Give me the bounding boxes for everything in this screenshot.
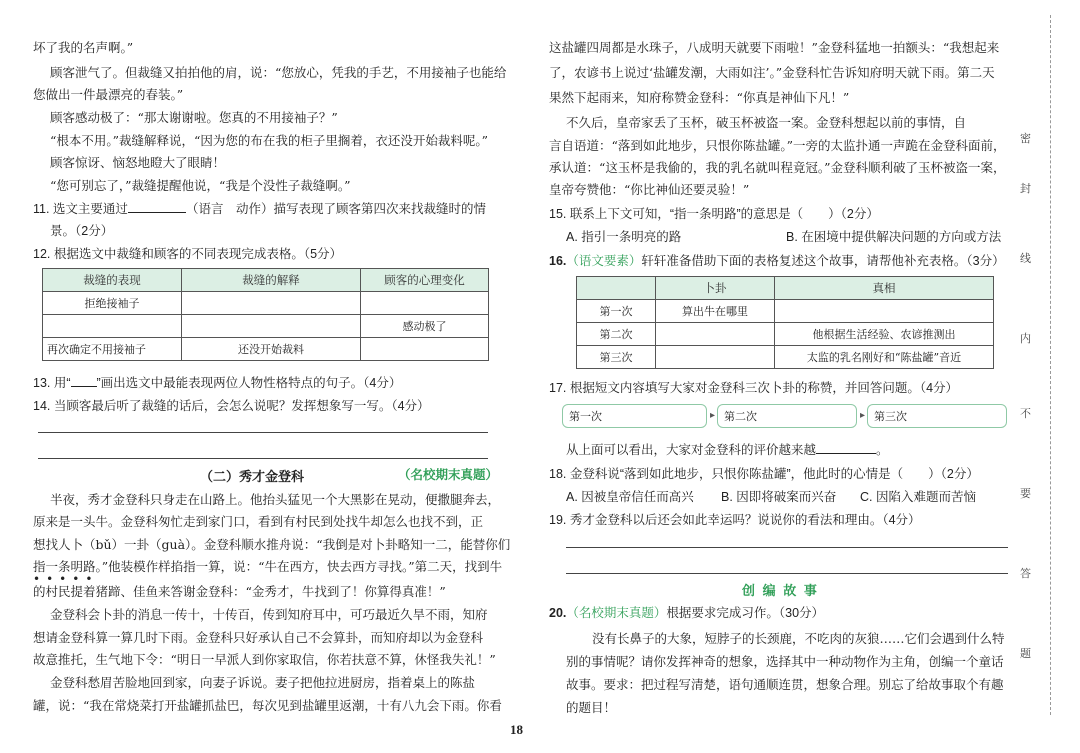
story-line: 原来是一头牛。金登科匆忙走到家门口，看到有村民到处找牛却怎么也找不到，正 [33,514,484,529]
story-line: 言自语道：“落到如此地步，只恨你陈盐罐。”一旁的太监扑通一声跪在金登科面前， [549,138,1006,153]
answer-line[interactable] [38,458,488,459]
question-11 [33,201,486,217]
prompt-line: 别的事情呢？请你发挥神奇的想象，选择其中一种动物作为主角，创编一个童话 [566,654,1004,669]
q17-followup: 从上面可以看出，大家对金登科的评价越来越 。 [566,443,889,457]
story-line: 金登科会卜卦的消息一传十，十传百，传到知府耳中，可巧最近久旱不雨，知府 [50,607,488,622]
seal-line [1050,15,1051,715]
q11-text: 11. 选文主要通过 [33,202,128,216]
story-line: 这盐罐四周都是水珠子，八成明天就要下雨啦！”金登科猛地一拍额头：“我想起来 [549,40,1000,55]
option-c[interactable]: C. 因陷入难题而苦恼 [860,490,976,504]
underline-sample [71,375,97,387]
table-cell[interactable] [656,323,775,346]
table-cell: 第三次 [577,346,656,369]
story-line: 指一条明路。”他装模作样掐指一算，说：“牛在西方，快去西方寻找。”第二天，找到牛 [33,559,503,574]
margin-char: 密 [1020,132,1031,145]
q16-text: 轩轩准备借助下面的表格复述这个故事，请帮他补充表格。（3分） [641,254,1005,268]
table-header: 裁缝的解释 [182,269,361,292]
option-b[interactable]: B. 因即将破案而兴奋 [721,490,837,504]
prompt-line: 没有长鼻子的大象，短脖子的长颈鹿，不吃肉的灰狼……它们会遇到什么特 [592,631,1005,646]
prompt-line: 故事。要求：把过程写清楚，语句通顺连贯，想象合理。别忘了给故事取个有趣 [566,677,1004,692]
story-line: 顾客泄气了。但裁缝又拍拍他的肩，说：“您放心，凭我的手艺，不用接袖子也能给 [50,65,507,80]
question-13 [33,375,401,391]
story-line: 金登科愁眉苦脸地回到家，向妻子诉说。妻子把他拉进厨房，指着桌上的陈盐 [50,675,476,690]
table-cell[interactable] [361,292,489,315]
margin-char: 题 [1020,647,1031,660]
story-line: 想请金登科算一算几时下雨。金登科只好承认自己不会算卦，而知府却以为金登科 [33,630,484,645]
q16-number: 16. [549,254,567,268]
story-line: “根本不用。”裁缝解释说，“因为您的布在我的柜子里搁着，衣还没开始裁料呢。” [50,133,489,148]
section-title: 创 编 故 事 [742,583,819,598]
table-cell: 感动极了 [361,315,489,338]
table-header: 卜卦 [656,277,775,300]
answer-line[interactable] [566,547,1008,548]
table-cell[interactable] [775,300,994,323]
table-cell[interactable] [656,346,775,369]
answer-line[interactable] [38,432,488,433]
q16-tag: （语文要素） [566,254,642,268]
table-cell: 第一次 [577,300,656,323]
q11-score: 景。（2分） [50,224,114,238]
arrow-right-icon: ▸ [860,410,866,421]
margin-char: 不 [1020,407,1031,420]
answer-box-2[interactable]: 第二次 [717,404,857,428]
table-header: 顾客的心理变化 [361,269,489,292]
prompt-line: 的题目！ [566,700,617,715]
story-line: 承认道：“这玉杯是我偷的，我的乳名就叫程竟冠。”金登科顺利破了玉杯被盗一案， [549,160,1006,175]
table-cell: 太监的乳名刚好和“陈盐罐”音近 [775,346,994,369]
story-line: 顾客感动极了：“那太谢谢啦。您真的不用接袖子？” [50,110,338,125]
answer-box-3[interactable]: 第三次 [867,404,1007,428]
story-line: 故意推托，生气地下令：“明日一早派人到你家取信，你若扶意不算，休怪我失礼！” [33,652,496,667]
table-cell: 算出牛在哪里 [656,300,775,323]
table-cell: 他根据生活经验、农谚推测出 [775,323,994,346]
table-header: 裁缝的表现 [43,269,182,292]
question-15: 15. 联系上下文可知，“指一条明路”的意思是（ ）（2分） [549,207,879,221]
question-16 [549,253,1005,269]
story-line: 的村民提着猪蹄、佳鱼来答谢金登科：“金秀才，牛找到了！你算得真准！” [33,584,446,599]
question-17: 17. 根据短文内容填写大家对金登科三次卜卦的称赞，并回答问题。（4分） [549,381,959,395]
left-page [0,0,524,753]
section-title: （二）秀才金登科 [200,470,305,485]
margin-char: 封 [1020,182,1031,195]
question-18: 18. 金登科说“落到如此地步，只恨你陈盐罐”，他此时的心情是（ ）（2分） [549,467,979,481]
story-line: 皇帝夸赞他：“你比神仙还要灵验！” [549,182,750,197]
table-cell[interactable] [182,292,361,315]
q20-text: 根据要求完成习作。（30分） [666,606,825,620]
answer-box-1[interactable]: 第一次 [562,404,707,428]
q17-text: 从上面可以看出，大家对金登科的评价越来越 [566,443,817,457]
section-tag: （名校期末真题） [398,468,499,482]
table-header: 真相 [775,277,994,300]
margin-char: 内 [1020,332,1031,345]
table-12 [42,268,489,361]
table-cell: 再次确定不用接袖子 [43,338,182,361]
table-cell: 第二次 [577,323,656,346]
option-a[interactable]: A. 指引一条明亮的路 [566,230,682,244]
story-line: 顾客惊讶、恼怒地瞪大了眼睛！ [50,155,226,170]
margin-char: 要 [1020,487,1031,500]
q11-text: （语言 动作）描写表现了顾客第四次来找裁缝时的情 [185,202,486,216]
table-cell[interactable] [43,315,182,338]
emphasis-dots: ••••• [33,572,99,586]
page-number: 18 [510,722,523,737]
story-line: 想找人卜（bǔ）一卦（guà）。金登科顺水推舟说：“我倒是对卜卦略知一二，能替你们 [33,537,511,552]
q13-text: 13. 用“ [33,376,71,390]
option-b[interactable]: B. 在困境中提供解决问题的方向或方法 [786,230,1002,244]
q20-tag: （名校期末真题） [566,606,667,620]
story-line: 不久后，皇帝家丢了玉杯，破玉杯被盗一案。金登科想起以前的事情，自 [566,115,967,130]
answer-blank[interactable] [816,442,876,454]
q13-text: ”画出选文中最能表现两位人物性格特点的句子。（4分） [96,376,402,390]
question-19: 19. 秀才金登科以后还会如此幸运吗？说说你的看法和理由。（4分） [549,513,921,527]
story-line: 罐，说：“我在常烧菜打开盐罐抓盐巴，每次见到盐罐里返潮，十有八九会下雨。你看 [33,698,502,713]
question-14: 14. 当顾客最后听了裁缝的话后，会怎么说呢？发挥想象写一写。（4分） [33,399,430,413]
table-header [577,277,656,300]
story-line: 您做出一件最漂亮的春装。” [33,87,184,102]
right-page [524,0,1080,753]
table-cell: 拒绝接袖子 [43,292,182,315]
q20-number: 20. [549,606,567,620]
story-line: 了，农谚书上说过‘盐罐发潮，大雨如注’。”金登科忙告诉知府明天就下雨。第二天 [549,65,995,80]
story-line: 半夜，秀才金登科只身走在山路上。他抬头猛见一个大黑影在晃动，便撒腿奔去， [50,492,501,507]
table-cell[interactable] [361,338,489,361]
margin-char: 答 [1020,567,1031,580]
story-line: 坏了我的名声啊。” [33,40,134,55]
table-16 [576,276,994,369]
answer-blank[interactable] [128,201,186,213]
arrow-right-icon: ▸ [710,410,716,421]
question-12: 12. 根据选文中裁缝和顾客的不同表现完成表格。（5分） [33,247,343,261]
option-a[interactable]: A. 因被皇帝信任而高兴 [566,490,694,504]
table-cell[interactable] [182,315,361,338]
story-line: 果然下起雨来，知府称赞金登科：“你真是神仙下凡！” [549,90,850,105]
table-cell: 还没开始裁料 [182,338,361,361]
answer-line[interactable] [566,573,1008,574]
margin-char: 线 [1020,252,1031,265]
story-line: “您可别忘了，”裁缝提醒他说，“我是个没性子裁缝啊。” [50,178,351,193]
question-20 [549,605,824,621]
